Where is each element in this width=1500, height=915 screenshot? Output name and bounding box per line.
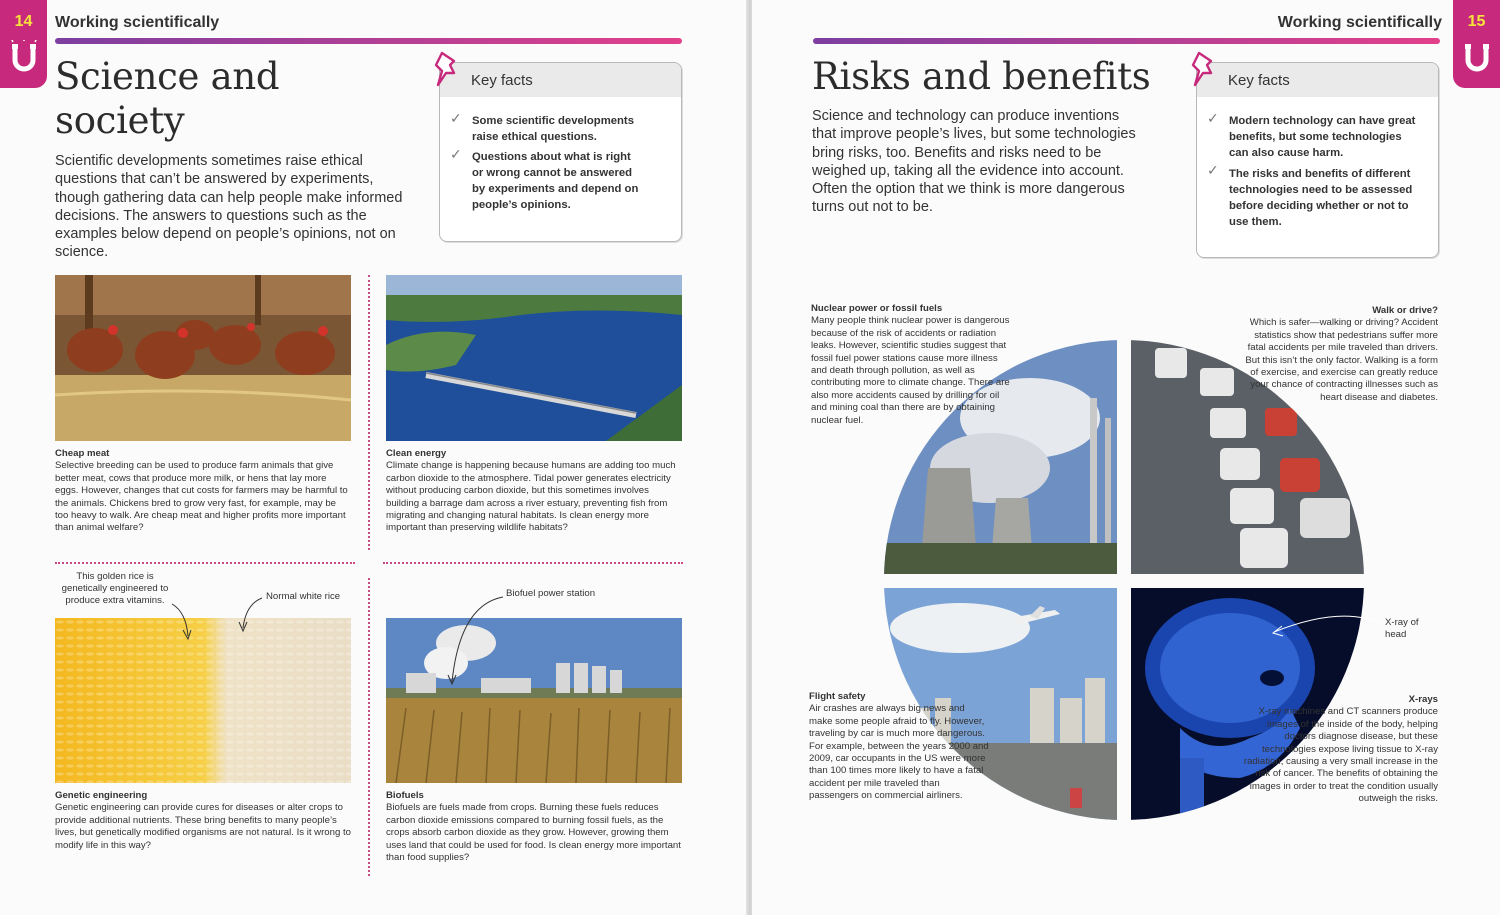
page-tab-left xyxy=(0,0,47,88)
key-fact-item: Some scientific developments raise ethical questions. xyxy=(472,115,634,143)
key-fact-item: The risks and benefits of different technologies need to be assessed before deciding whether or not to use them. xyxy=(1229,168,1413,228)
white-rice-label: Normal white rice xyxy=(266,591,341,602)
caption-title: Walk or drive? xyxy=(1372,305,1438,316)
key-fact-item: Questions about what is right or wrong cannot be answered by experiments and depend on people’s opinions. xyxy=(472,151,639,211)
caption-nuclear-power xyxy=(811,303,1016,427)
caption-text: Selective breeding can be used to produce farm animals that give better meat, cows that produce more milk, or hens that lay more eggs. However, changes that cut costs for farmers may be harmful to the animals. Chickens bred to grow very fast, for example, may be too heavy to walk. Are cheap meat and higher profits more important than animal welfare? xyxy=(55,460,348,534)
header-rule xyxy=(55,38,682,44)
title-line-1: Science and xyxy=(55,55,280,98)
golden-rice-label: This golden rice is genetically engineered to produce extra vitamins. xyxy=(61,571,169,606)
caption-biofuels xyxy=(386,790,682,864)
caption-title: Biofuels xyxy=(386,790,424,801)
key-facts-heading: Key facts xyxy=(471,72,533,89)
caption-text: X-ray machines and CT scanners produce images of the inside of the body, helping doctors diagnose disease, but these technologies expose living tissue to X-ray radiation, causing a very small increase in the risk of cancer. The benefits of obtaining the images in order to treat the condition usually outweigh the risks. xyxy=(1243,706,1438,805)
caption-title: Cheap meat xyxy=(55,448,110,459)
caption-text: Genetic engineering can provide cures for diseases or alter crops to provide additional nutrients. These bring benefits to many people’s lives, but genetically modified organisms are not natural. Is it wrong to modify life in this way? xyxy=(55,802,351,851)
divider xyxy=(383,562,683,564)
left-page xyxy=(0,0,748,915)
caption-title: Nuclear power or fossil fuels xyxy=(811,303,943,314)
tidal-barrage-photo xyxy=(386,275,682,441)
biofuel-photo xyxy=(386,618,682,783)
page-number: 14 xyxy=(14,13,33,30)
caption-genetic-engineering xyxy=(55,790,351,852)
caption-title: Flight safety xyxy=(809,691,866,702)
right-page xyxy=(752,0,1500,915)
page-title: Risks and benefits xyxy=(812,55,1151,98)
caption-text: Which is safer—walking or driving? Accident statistics show that pedestrians suffer more fatal accidents per mile traveled than drivers. But this isn’t the only factor. Walking is a form of exercise, and exercise can greatly reduce your chance of contracting illnesses such as heart disease and diabetes. xyxy=(1245,317,1438,403)
caption-text: Air crashes are always big news and make some people afraid to fly. However, traveling by car is much more dangerous. For example, between the years 2000 and 2009, car occupants in the US were more than 100 times more likely to have a fatal accident per mile traveled than passengers on commercial airliners. xyxy=(809,703,989,802)
divider xyxy=(55,562,355,564)
chickens-photo xyxy=(55,275,351,441)
caption-text: Biofuels are fuels made from crops. Burning these fuels reduces carbon dioxide emissions compared to burning fossil fuels, as the crops absorb carbon dioxide as they grow. However, growing them uses land that could be used for food. Is clean energy more important than food supplies? xyxy=(386,802,681,864)
intro-text: Scientific developments sometimes raise ethical questions that can’t be answered by experiments, though gathering data can help people make informed decisions. The answers to questions such as the examples below depend on people’s opinions, not on science. xyxy=(55,153,403,261)
pushpin-icon xyxy=(432,51,464,87)
page-title xyxy=(55,55,279,143)
caption-xrays xyxy=(1238,694,1438,806)
key-facts-box xyxy=(1196,62,1439,258)
check-icon: ✓ xyxy=(1207,163,1219,179)
pushpin-icon xyxy=(1189,51,1221,87)
intro-text: Science and technology can produce inventions that improve people’s lives, but some technologies bring risks, too. Benefits and risks need to be weighed up, taking all the evidence into account. Often the option that we think is more dangerous turns out not to be. xyxy=(812,108,1136,216)
caption-clean-energy xyxy=(386,448,684,535)
caption-text: Climate change is happening because humans are adding too much carbon dioxide to the atmosphere. Tidal power generates electricity without producing carbon dioxide, but this sometimes involves building a barrage dam across a river estuary, preventing fish from migrating and changing natural habitats. Is clean energy more important than preserving wildlife habitats? xyxy=(386,460,676,534)
check-icon: ✓ xyxy=(450,111,462,127)
biofuel-station-label: Biofuel power station xyxy=(506,588,596,599)
xray-head-label: X-ray of head xyxy=(1385,617,1419,640)
page-number: 15 xyxy=(1467,13,1486,30)
caption-title: X-rays xyxy=(1408,694,1438,705)
key-facts-box xyxy=(439,62,682,242)
check-icon: ✓ xyxy=(450,147,462,163)
caption-flight-safety xyxy=(809,691,989,803)
divider xyxy=(368,578,370,876)
key-fact-item: Modern technology can have great benefits, but some technologies can also cause harm. xyxy=(1229,115,1416,159)
caption-walk-or-drive xyxy=(1238,305,1438,404)
divider xyxy=(368,275,370,550)
caption-cheap-meat xyxy=(55,448,350,535)
title-line-2: society xyxy=(55,99,185,142)
magnet-icon xyxy=(9,40,39,74)
caption-title: Clean energy xyxy=(386,448,447,459)
magnet-icon xyxy=(1462,40,1492,74)
caption-text: Many people think nuclear power is dangerous because of the risk of accidents or radiation leaks. However, scientific studies suggest that fossil fuel power stations cause more illness and death through pollution, as well as contributing more to climate change. There are also more accidents caused by drilling for oil and mining coal than there are by obtaining nuclear fuel. xyxy=(811,315,1010,426)
running-head: Working scientifically xyxy=(1277,14,1442,31)
key-facts-heading: Key facts xyxy=(1228,72,1290,89)
check-icon: ✓ xyxy=(1207,111,1219,127)
running-head: Working scientifically xyxy=(55,14,220,31)
page-tab-right xyxy=(1453,0,1500,88)
header-rule xyxy=(813,38,1440,44)
caption-title: Genetic engineering xyxy=(55,790,148,801)
rice-photo xyxy=(55,618,351,783)
